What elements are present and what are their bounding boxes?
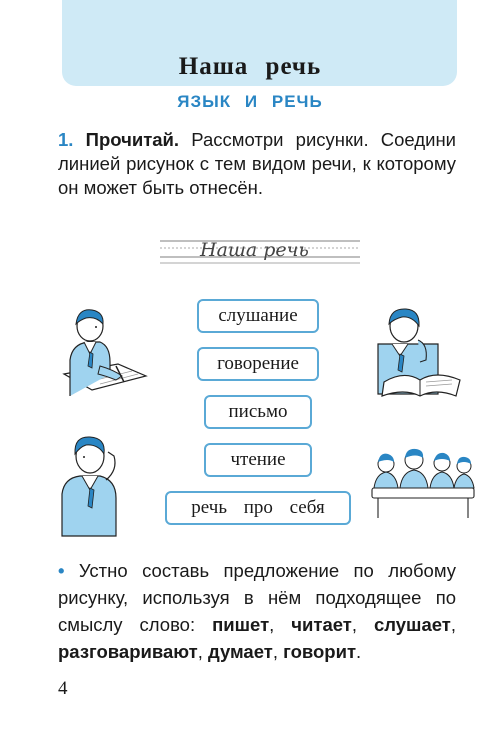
boy-writing-icon[interactable] xyxy=(60,304,152,400)
boy-thinking-icon[interactable] xyxy=(56,432,140,538)
word-box-listening[interactable]: слушание xyxy=(197,299,319,333)
boy-reading-icon[interactable] xyxy=(374,304,464,400)
word-box-inner-speech[interactable]: речь про себя xyxy=(165,491,351,525)
task-1 xyxy=(58,128,456,200)
children-talking-icon[interactable] xyxy=(370,440,476,520)
word-talk: разговаривают xyxy=(58,641,198,662)
separator: , xyxy=(269,614,292,635)
word-box-writing[interactable]: письмо xyxy=(204,395,312,429)
word-writes: пишет xyxy=(212,614,270,635)
bullet-task xyxy=(58,557,456,665)
task-text: Рассмотри рисунки. Соедини линией рисунок с тем видом речи, к которому он может быть отнесён. xyxy=(58,129,456,198)
word-reads: читает xyxy=(291,614,352,635)
handwriting-line xyxy=(160,232,360,266)
word-listens: слушает xyxy=(373,614,451,635)
page-number: 4 xyxy=(58,678,68,699)
separator: , xyxy=(351,614,374,635)
separator: , xyxy=(272,641,284,662)
page-title: Наша речь xyxy=(178,53,322,80)
word-box-reading[interactable]: чтение xyxy=(204,443,312,477)
handwriting-text: Наша речь xyxy=(200,239,309,261)
bullet-marker: • xyxy=(58,560,65,581)
bullet-intro: Устно составь предложение по любому рисунку, используя в нём подходящее по смыслу слово: xyxy=(58,560,457,635)
word-thinks: думает xyxy=(207,641,273,662)
separator: , xyxy=(197,641,208,662)
period: . xyxy=(356,641,362,662)
section-title: ЯЗЫК И РЕЧЬ xyxy=(177,92,323,111)
word-box-speaking[interactable]: говорение xyxy=(197,347,319,381)
separator: , xyxy=(450,614,457,635)
task-number: 1. xyxy=(58,129,74,150)
word-speaks: говорит xyxy=(283,641,357,662)
task-command: Прочитай. xyxy=(85,129,180,150)
